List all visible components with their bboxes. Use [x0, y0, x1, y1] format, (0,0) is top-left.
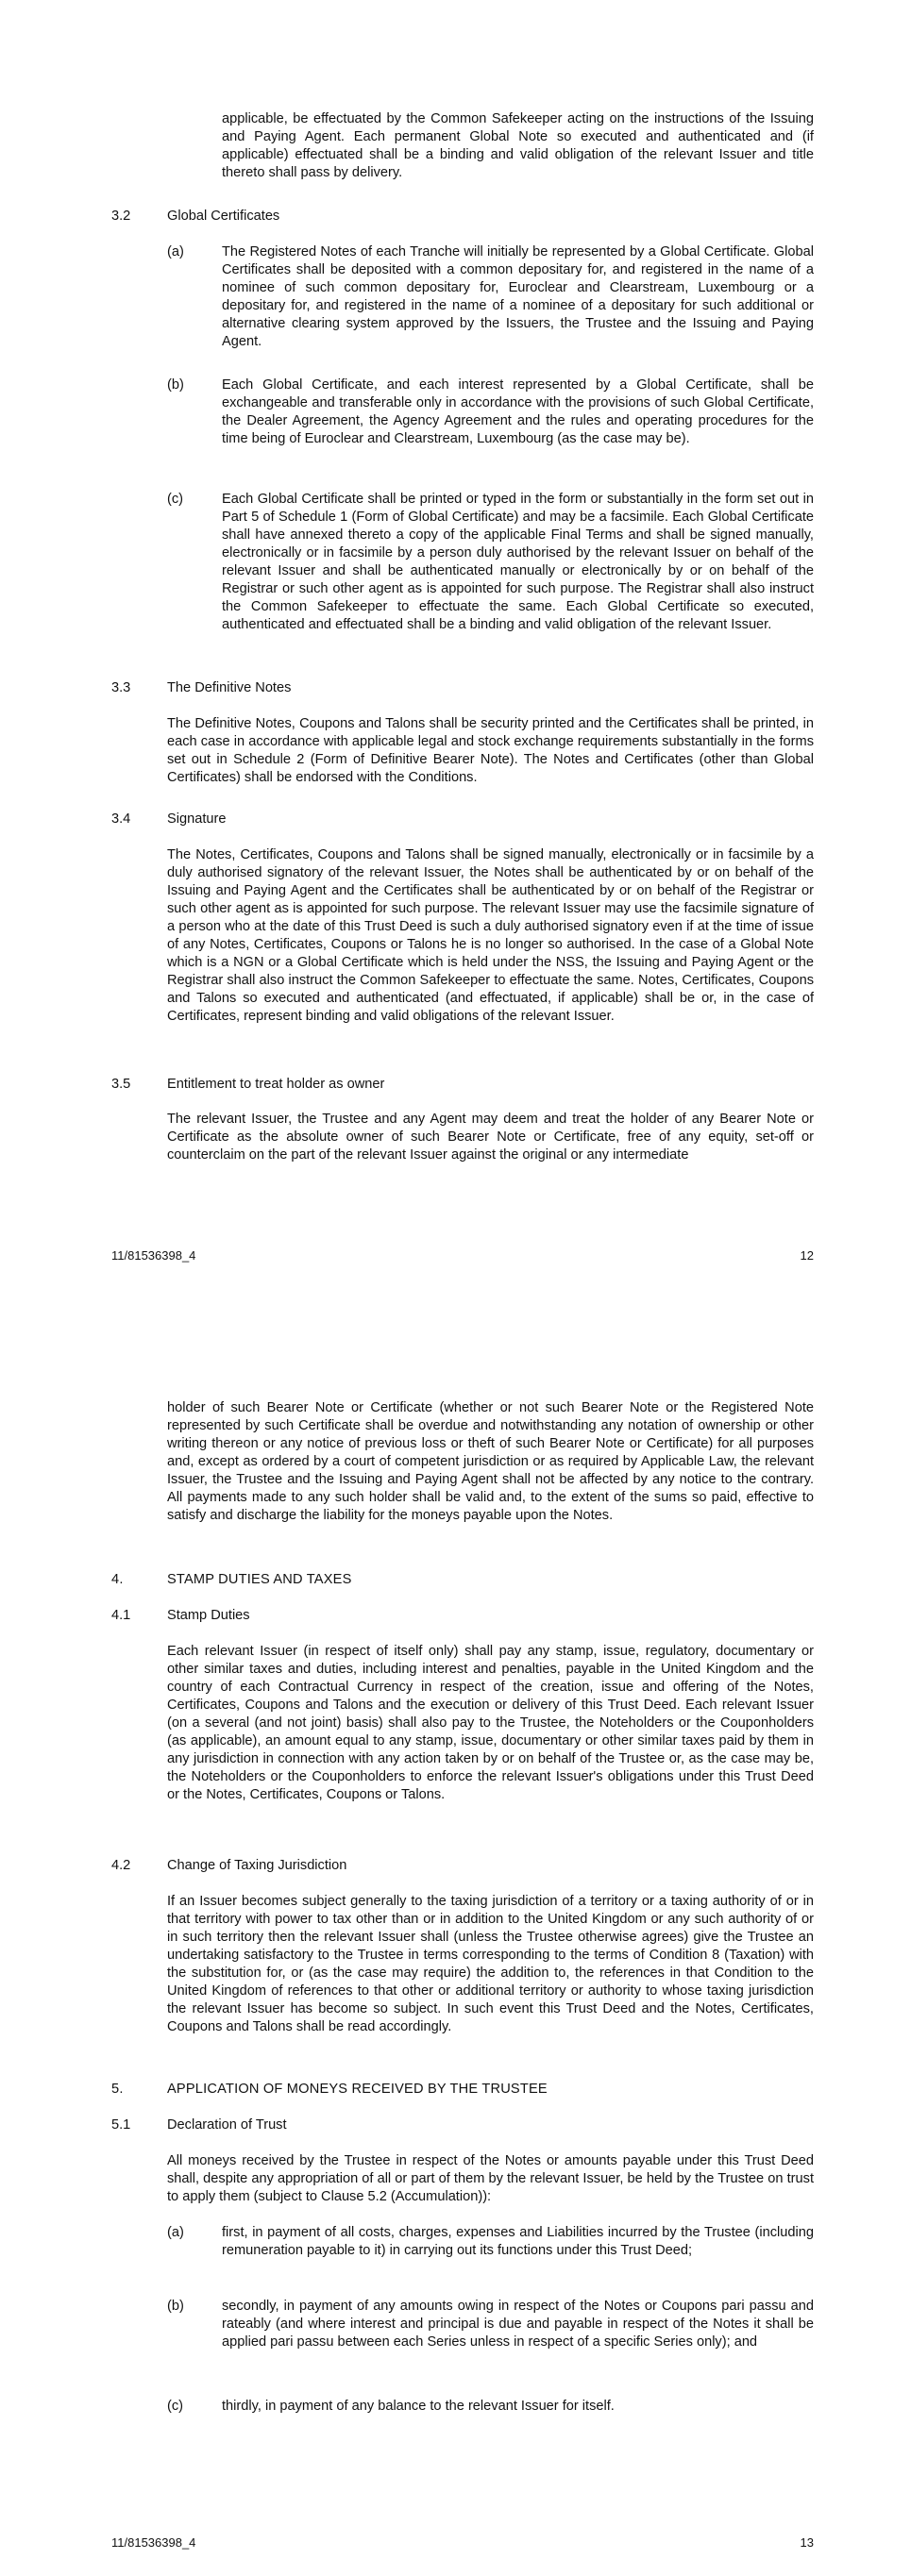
- list-item-label: (c): [167, 2399, 184, 2414]
- list-item-label: (b): [167, 2299, 184, 2314]
- document-page-13: [0, 1288, 911, 2576]
- section-heading-application-of-moneys: APPLICATION OF MONEYS RECEIVED BY THE TRUSTEE: [167, 2082, 548, 2097]
- section-number-5: 5.: [111, 2082, 124, 2097]
- section-heading-signature: Signature: [167, 811, 227, 827]
- section-heading-global-certificates: Global Certificates: [167, 209, 280, 224]
- list-item-label: (a): [167, 2225, 184, 2240]
- section-number-3-5: 3.5: [111, 1077, 131, 1092]
- list-item-text: Each Global Certificate shall be printed or typed in the form or substantially in the form set out in Part 5 of Schedule 1 (Form of Global Certificate) and may be a facsimile. Each Global Certificate shall have annexed thereto a copy of the applicable Final Terms and shall be signed manually, electronically or in facsimile by a person duly authorised by the relevant Issuer on behalf of the relevant Issuer and shall be authenticated manually or electronically by or on behalf of the Registrar or such other agent as is appointed for such purpose. The Registrar shall also instruct the Common Safekeeper to effectuate the same. Each Global Certificate so executed, authenticated and effectuated shall be a binding and valid obligation of the relevant Issuer.: [222, 492, 814, 632]
- continuation-paragraph: applicable, be effectuated by the Common Safekeeper acting on the instructions of the Issuing and Paying Agent. Each permanent Global Note so executed and authenticated and (if applicable) effectuated shall be a binding and valid obligation of the relevant Issuer and title thereto shall pass by delivery.: [222, 111, 814, 180]
- section-heading-declaration-of-trust: Declaration of Trust: [167, 2117, 287, 2133]
- section-body-3-4: The Notes, Certificates, Coupons and Talons shall be signed manually, electronically or in facsimile by a duly authorised signatory of the relevant Issuer, the Notes shall be authenticated by or on behalf of the Issuing and Paying Agent and the Certificates shall be authenticated by or on behalf of the Registrar or such other agent as is appointed for such purpose. The relevant Issuer may use the facsimile signature of a person who at the date of this Trust Deed is such a duly authorised signatory even if at the time of issue of any Notes, Certificates, Coupons or Talons he is no longer so authorised. In the case of a Global Note which is a NGN or a Global Certificate which is held under the NSS, the Issuing and Paying Agent or the Registrar shall also instruct the Common Safekeeper to effectuate the same. Notes, Certificates, Coupons and Talons so executed and authenticated (and effectuated, if applicable) shall be or, in the case of Certificates, represent binding and valid obligations of the relevant Issuer.: [167, 847, 814, 1024]
- list-item-text: first, in payment of all costs, charges, expenses and Liabilities incurred by the Trustee (including remuneration payable to it) in carrying out its functions under this Trust Deed;: [222, 2225, 814, 2258]
- footer-page-number: 13: [800, 2535, 814, 2550]
- list-item-text: The Registered Notes of each Tranche will initially be represented by a Global Certificate. Global Certificates shall be deposited with a common depositary for, and registered in the name of a nominee of such common depositary for, Euroclear and Clearstream, Luxembourg or a depositary for, and registered in the name of a nominee of a depositary for such additional or alternative clearing system approved by the Issuers, the Trustee and the Issuing and Paying Agent.: [222, 244, 814, 349]
- list-item-text: Each Global Certificate, and each interest represented by a Global Certificate, shall be exchangeable and transferable only in accordance with the provisions of such Global Certificate, the Dealer Agreement, the Agency Agreement and the rules and operating procedures for the time being of Euroclear and Clearstream, Luxembourg (as the case may be).: [222, 377, 814, 446]
- section-number-3-3: 3.3: [111, 680, 131, 695]
- section-body-3-3: The Definitive Notes, Coupons and Talons shall be security printed and the Certificates shall be printed, in each case in accordance with applicable legal and stock exchange requirements substantially in the forms set out in Schedule 2 (Form of Definitive Bearer Note). The Notes and Certificates (other than Global Certificates) shall be endorsed with the Conditions.: [167, 716, 814, 785]
- section-body-3-5: The relevant Issuer, the Trustee and any Agent may deem and treat the holder of any Bearer Note or Certificate as the absolute owner of such Bearer Note or Certificate, free of any equity, set-off or counterclaim on the part of the relevant Issuer against the original or any intermediate: [167, 1112, 814, 1163]
- section-heading-stamp-duties: Stamp Duties: [167, 1608, 250, 1623]
- footer-document-reference: 11/81536398_4: [111, 2535, 196, 2550]
- section-number-5-1: 5.1: [111, 2117, 131, 2133]
- section-heading-entitlement: Entitlement to treat holder as owner: [167, 1077, 385, 1092]
- section-heading-definitive-notes: The Definitive Notes: [167, 680, 292, 695]
- list-item-label: (a): [167, 244, 184, 259]
- section-heading-stamp-duties-and-taxes: STAMP DUTIES AND TAXES: [167, 1572, 352, 1587]
- section-body-5-1: All moneys received by the Trustee in respect of the Notes or amounts payable under this Trust Deed shall, despite any appropriation of all or part of them by the relevant Issuer, be held by the Trustee on trust to apply them (subject to Clause 5.2 (Accumulation)):: [167, 2153, 814, 2204]
- list-item-label: (b): [167, 377, 184, 393]
- list-item-text: secondly, in payment of any amounts owing in respect of the Notes or Coupons pari passu and rateably (and where interest and principal is due and payable in respect of the Notes it shall be applied pari passu between each Series unless in respect of a specific Series only); and: [222, 2299, 814, 2350]
- section-number-4-2: 4.2: [111, 1858, 131, 1873]
- continuation-paragraph: holder of such Bearer Note or Certificate (whether or not such Bearer Note or the Registered Note represented by such Certificate shall be overdue and notwithstanding any notation of ownership or other writing thereon or any notice of previous loss or theft of such Bearer Note or Certificate) for all purposes and, except as ordered by a court of competent jurisdiction or as required by Applicable Law, the relevant Issuer, the Trustee and the Issuing and Paying Agent shall not be affected by any notice to the contrary. All payments made to any such holder shall be valid and, to the extent of the sums so paid, effective to satisfy and discharge the liability for the moneys payable upon the Notes.: [167, 1400, 814, 1523]
- section-number-4-1: 4.1: [111, 1608, 131, 1623]
- section-number-4: 4.: [111, 1572, 124, 1587]
- list-item-text: thirdly, in payment of any balance to the relevant Issuer for itself.: [222, 2399, 615, 2414]
- section-heading-change-of-taxing-jurisdiction: Change of Taxing Jurisdiction: [167, 1858, 347, 1873]
- section-body-4-2: If an Issuer becomes subject generally to the taxing jurisdiction of a territory or a taxing authority of or in that territory with power to tax other than or in addition to the United Kingdom or any such authority of or in such territory then the relevant Issuer shall (unless the Trustee otherwise agrees) give the Trustee an undertaking satisfactory to the Trustee in terms corresponding to the terms of Condition 8 (Taxation) with the substitution for, or (as the case may require) the addition to, the references in that Condition to the United Kingdom of references to that other or additional territory or authority to whose taxing jurisdiction the relevant Issuer has become so subject. In such event this Trust Deed and the Notes, Certificates, Coupons and Talons shall be read accordingly.: [167, 1894, 814, 2034]
- footer-page-number: 12: [800, 1248, 814, 1263]
- section-number-3-4: 3.4: [111, 811, 131, 827]
- footer-document-reference: 11/81536398_4: [111, 1248, 196, 1263]
- section-number-3-2: 3.2: [111, 209, 131, 224]
- list-item-label: (c): [167, 492, 184, 507]
- section-body-4-1: Each relevant Issuer (in respect of itself only) shall pay any stamp, issue, regulatory, documentary or other similar taxes and duties, including interest and penalties, payable in the United Kingdom and the country of each Contractual Currency in respect of the creation, issue and offering of the Notes, Certificates, Coupons and Talons and the execution or delivery of this Trust Deed. Each relevant Issuer (on a several (and not joint) basis) shall also pay to the Trustee, the Noteholders or the Couponholders (as applicable), an amount equal to any stamp, issue, documentary or other similar taxes paid by them in any jurisdiction in connection with any action taken by or on behalf of the Trustee or, as the case may be, the Noteholders or the Couponholders to enforce the relevant Issuer's obligations under this Trust Deed or the Notes, Certificates, Coupons or Talons.: [167, 1644, 814, 1802]
